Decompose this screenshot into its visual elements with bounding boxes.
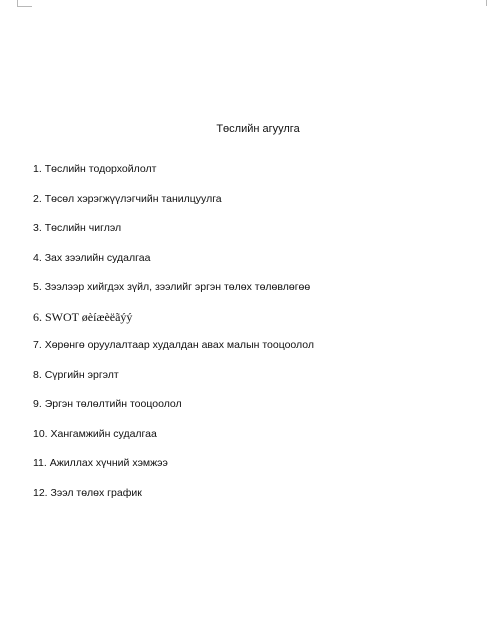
toc-item-number: 3. — [33, 222, 42, 235]
toc-item-number: 1. — [33, 163, 42, 175]
toc-item-text: Төсөл хэрэгжүүлэгчийн танилцуулга — [44, 192, 222, 205]
toc-list — [33, 162, 314, 516]
crop-mark-left — [17, 0, 32, 7]
toc-item-number: 9. — [33, 398, 42, 411]
toc-item-text: Зээл төлөх график — [50, 486, 142, 499]
toc-item-7 — [33, 338, 314, 352]
toc-title: Төслийн агуулга — [216, 123, 300, 135]
toc-item-4 — [33, 251, 314, 265]
toc-item-text: Зах зээлийн судалгаа — [44, 251, 151, 264]
toc-item-text: Сүргийн эргэлт — [44, 368, 119, 381]
toc-item-number: 8. — [33, 368, 42, 381]
toc-item-8 — [33, 368, 314, 382]
toc-item-2 — [33, 192, 314, 206]
crop-mark-right — [472, 0, 487, 6]
toc-item-5 — [33, 280, 314, 294]
toc-item-text: Эргэн төлөлтийн тооцоолол — [44, 398, 182, 411]
toc-item-text: Хангамжийн судалгаа — [50, 427, 157, 440]
toc-item-number: 10. — [33, 427, 48, 440]
toc-item-number: 4. — [33, 251, 42, 264]
toc-item-number: 6. — [33, 309, 42, 324]
toc-item-9 — [33, 397, 314, 411]
toc-item-number: 11. — [33, 457, 47, 470]
toc-item-number: 12. — [33, 486, 48, 499]
toc-item-6 — [33, 310, 314, 324]
toc-item-3 — [33, 221, 314, 235]
toc-item-number: 7. — [33, 338, 42, 351]
toc-item-11 — [33, 456, 314, 470]
toc-item-text: Төслийн тодорхойлолт — [44, 163, 157, 175]
toc-item-text: Зээлээр хийгдэх зүйл, зээлийг эргэн төлөх төлөвлөгөө — [44, 281, 311, 294]
toc-item-text: Ажиллах хүчний хэмжээ — [49, 457, 168, 470]
toc-item-12 — [33, 486, 314, 500]
toc-item-text: Төслийн чиглэл — [44, 222, 122, 235]
toc-item-1 — [33, 162, 314, 176]
toc-item-text: SWOT øèíæèëãýý — [45, 309, 133, 324]
toc-item-number: 5. — [33, 281, 42, 294]
toc-item-number: 2. — [33, 192, 42, 205]
toc-item-text: Хөрөнгө оруулалтаар худалдан авах малын тооцоолол — [44, 338, 315, 351]
toc-item-10 — [33, 427, 314, 441]
